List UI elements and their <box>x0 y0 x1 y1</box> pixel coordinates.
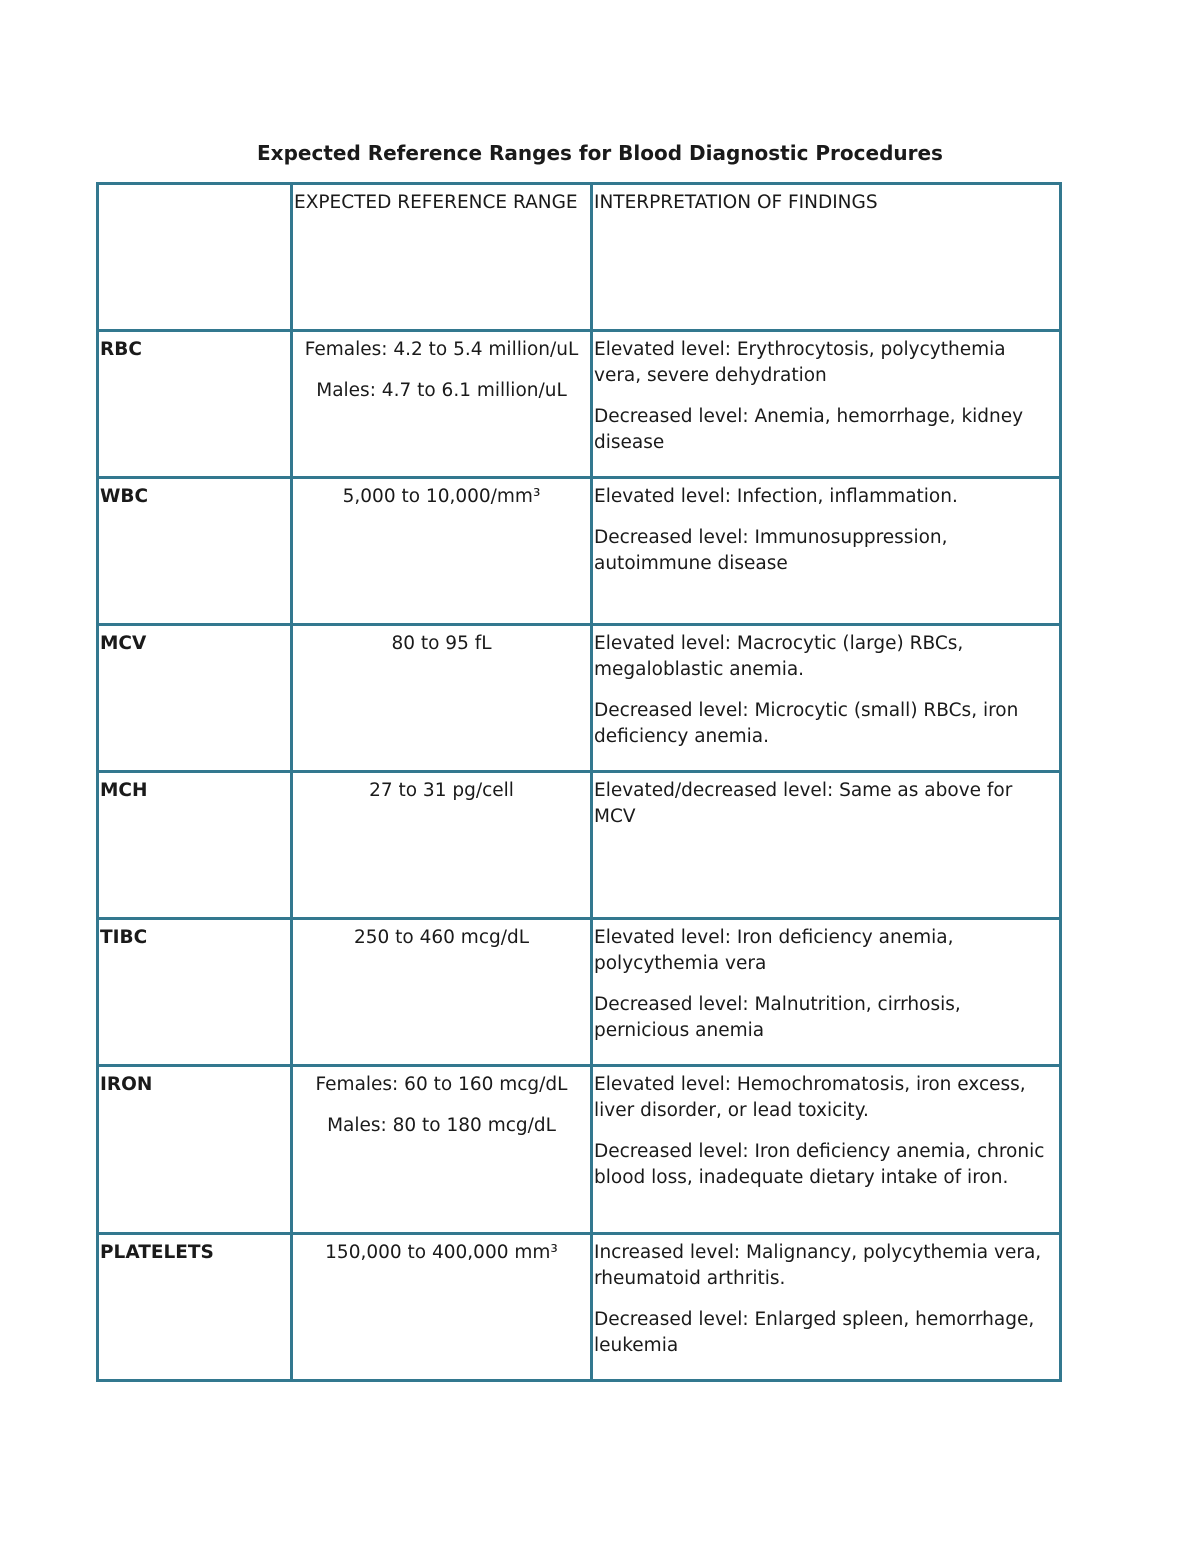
header-cell-interpretation: INTERPRETATION OF FINDINGS <box>592 184 1061 331</box>
table-row-mch <box>98 772 1061 919</box>
test-name-cell: IRON <box>98 1066 292 1234</box>
range-value: 5,000 to 10,000/mm³ <box>342 486 541 507</box>
range-cell <box>292 1066 592 1234</box>
interpretation-text: Increased level: Malignancy, polycythemia vera, rheumatoid arthritis. <box>594 1242 1042 1289</box>
interpretation-text: Elevated level: Hemochromatosis, iron excess, liver disorder, or lead toxicity. <box>594 1074 1026 1121</box>
interpretation-text: Elevated/decreased level: Same as above for MCV <box>594 780 1013 827</box>
header-cell-range: EXPECTED REFERENCE RANGE <box>292 184 592 331</box>
interpretation-text: Decreased level: Anemia, hemorrhage, kidney disease <box>594 406 1024 453</box>
range-cell <box>292 1234 592 1381</box>
interpretation-cell <box>592 772 1061 919</box>
test-name-cell: TIBC <box>98 919 292 1066</box>
range-value: 150,000 to 400,000 mm³ <box>325 1242 558 1263</box>
interpretation-text: Elevated level: Macrocytic (large) RBCs, megaloblastic anemia. <box>594 633 964 680</box>
range-value: 27 to 31 pg/cell <box>369 780 514 801</box>
interpretation-cell <box>592 625 1061 772</box>
reference-range-table <box>96 182 1062 1382</box>
table-row-mcv <box>98 625 1061 772</box>
header-cell-test <box>98 184 292 331</box>
interpretation-cell <box>592 1234 1061 1381</box>
range-value: 250 to 460 mcg/dL <box>353 927 530 948</box>
test-name-cell: WBC <box>98 478 292 625</box>
test-name-cell: MCH <box>98 772 292 919</box>
test-name-cell: PLATELETS <box>98 1234 292 1381</box>
test-name-cell: RBC <box>98 331 292 478</box>
range-cell <box>292 331 592 478</box>
interpretation-cell <box>592 1066 1061 1234</box>
interpretation-text: Elevated level: Infection, inflammation. <box>594 486 958 507</box>
range-value: Females: 4.2 to 5.4 million/uL <box>304 339 579 360</box>
interpretation-text: Decreased level: Immunosuppression, autoimmune disease <box>594 527 948 574</box>
table-row-wbc <box>98 478 1061 625</box>
interpretation-cell <box>592 331 1061 478</box>
interpretation-text: Decreased level: Microcytic (small) RBCs, iron deficiency anemia. <box>594 700 1019 747</box>
table-row-tibc <box>98 919 1061 1066</box>
range-cell <box>292 625 592 772</box>
table-row-rbc <box>98 331 1061 478</box>
interpretation-text: Elevated level: Iron deficiency anemia, polycythemia vera <box>594 927 954 974</box>
range-cell <box>292 919 592 1066</box>
interpretation-cell <box>592 919 1061 1066</box>
table-row-iron <box>98 1066 1061 1234</box>
range-value: Males: 4.7 to 6.1 million/uL <box>316 380 567 401</box>
interpretation-cell <box>592 478 1061 625</box>
table-row-platelets <box>98 1234 1061 1381</box>
test-name-cell: MCV <box>98 625 292 772</box>
range-cell <box>292 478 592 625</box>
interpretation-text: Decreased level: Iron deficiency anemia, chronic blood loss, inadequate dietary intake of iron. <box>594 1141 1045 1188</box>
document-title: Expected Reference Ranges for Blood Diagnostic Procedures <box>257 141 943 165</box>
range-cell <box>292 772 592 919</box>
interpretation-text: Decreased level: Enlarged spleen, hemorrhage, leukemia <box>594 1309 1035 1356</box>
range-value: 80 to 95 fL <box>391 633 492 654</box>
interpretation-text: Decreased level: Malnutrition, cirrhosis, pernicious anemia <box>594 994 961 1041</box>
table-header-row <box>98 184 1061 331</box>
interpretation-text: Elevated level: Erythrocytosis, polycythemia vera, severe dehydration <box>594 339 1006 386</box>
range-value: Females: 60 to 160 mcg/dL <box>315 1074 568 1095</box>
range-value: Males: 80 to 180 mcg/dL <box>327 1115 556 1136</box>
